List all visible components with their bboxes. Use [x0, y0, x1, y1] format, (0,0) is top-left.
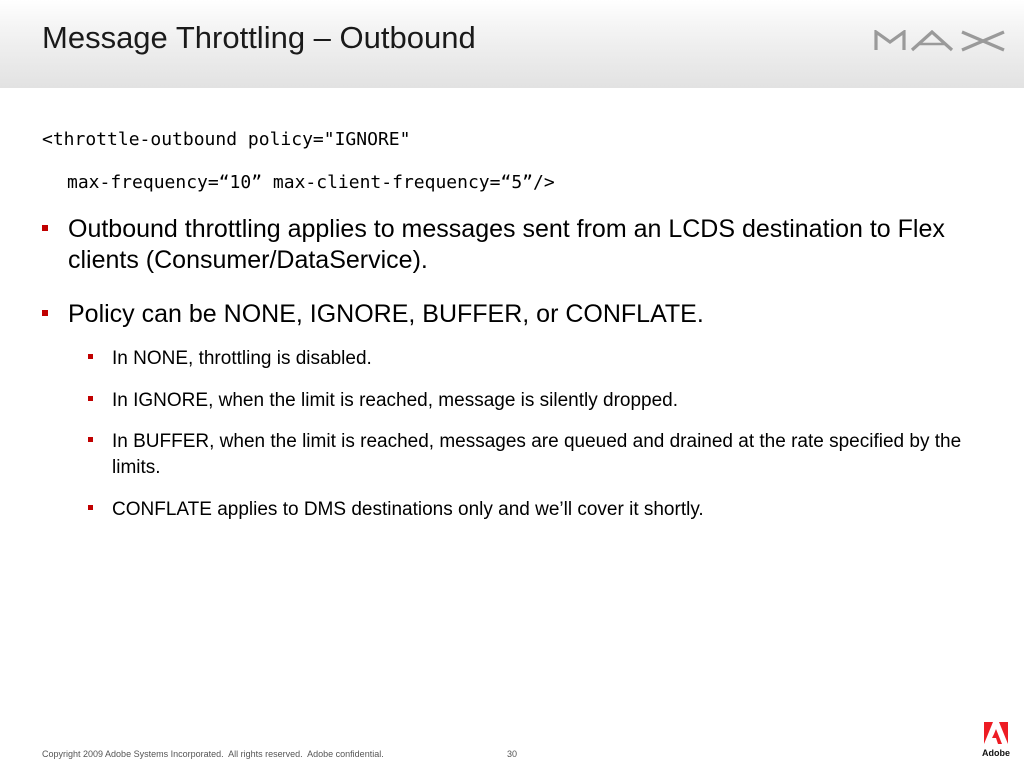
sub-bullet-text: In BUFFER, when the limit is reached, messages are queued and drained at the rate specified by the limits. [112, 431, 962, 478]
sub-bullet-text: CONFLATE applies to DMS destinations only and we’ll cover it shortly. [112, 499, 704, 520]
adobe-wordmark: Adobe [982, 748, 1010, 758]
footer-copyright: Copyright 2009 Adobe Systems Incorporated. All rights reserved. Adobe confidential. [42, 749, 384, 759]
bullet-text: Outbound throttling applies to messages sent from an LCDS destination to Flex clients (Consumer/DataService). [68, 215, 945, 274]
max-logo [874, 30, 1008, 52]
square-bullet-icon [88, 437, 93, 442]
square-bullet-icon [42, 310, 48, 316]
square-bullet-icon [88, 354, 93, 359]
page-number: 30 [507, 749, 518, 759]
square-bullet-icon [88, 505, 93, 510]
sub-bullet-text: In NONE, throttling is disabled. [112, 348, 372, 369]
title-bar [0, 0, 1024, 88]
bullet-text: Policy can be NONE, IGNORE, BUFFER, or CONFLATE. [68, 300, 704, 328]
square-bullet-icon [42, 225, 48, 231]
code-line-1: <throttle-outbound policy="IGNORE" [42, 129, 411, 150]
square-bullet-icon [88, 396, 93, 401]
adobe-logo [980, 722, 1012, 762]
adobe-a-icon [984, 722, 1008, 746]
slide-title: Message Throttling – Outbound [42, 20, 476, 55]
sub-bullet-text: In IGNORE, when the limit is reached, message is silently dropped. [112, 390, 679, 411]
code-line-2: max-frequency=“10” max-client-frequency=“5”/> [67, 172, 555, 193]
